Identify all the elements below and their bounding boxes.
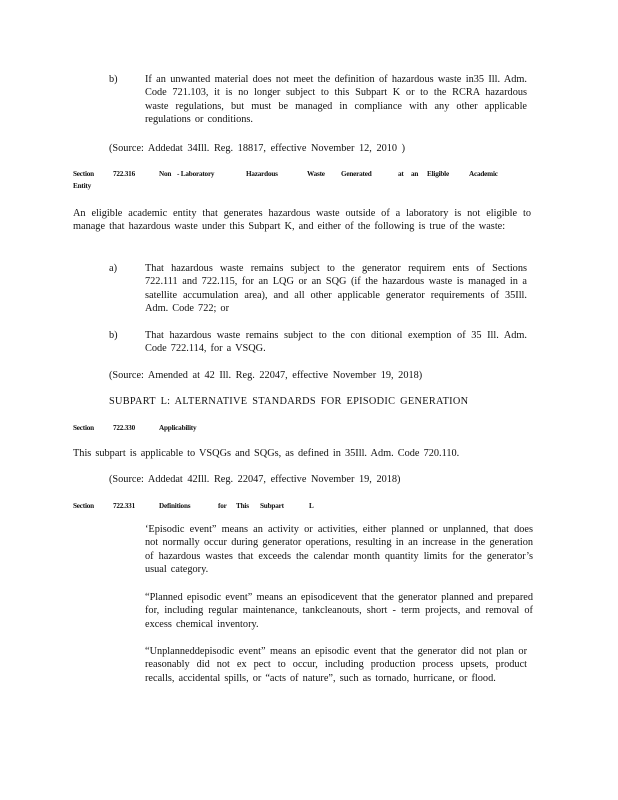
section-title-word: at	[398, 170, 404, 178]
section-title-word: Non	[159, 170, 172, 178]
list-marker-b: b)	[109, 330, 118, 341]
section-title-word: Hazardous	[246, 170, 278, 178]
definition-unplanned-episodic-event: “Unplanneddepisodic event” means an episodic event that the generator did not plan or reasonably did not ex pect to occur, including production process upsets, product recalls, accidental spills, or “acts of nature”, such as tornado, hurricane, or flood.	[145, 646, 527, 684]
section-title-word: for	[218, 502, 227, 510]
section-title-word: Eligible	[427, 170, 449, 178]
section-title-word: Definitions	[159, 502, 191, 510]
paragraph-b-conditional-exemption: That hazardous waste remains subject to the con ditional exemption of 35 Ill. Adm. Code 722.114, for a VSQG.	[145, 330, 527, 355]
subpart-heading: SUBPART L: ALTERNATIVE STANDARDS FOR EPISODIC GENERATION	[109, 396, 469, 407]
section-number: 722.331	[113, 502, 135, 510]
source-note: (Source: Addedat 42Ill. Reg. 22047, effective November 19, 2018)	[109, 474, 401, 485]
source-note: (Source: Addedat 34Ill. Reg. 18817, effective November 12, 2010 )	[109, 143, 406, 154]
section-number: 722.316	[113, 170, 135, 178]
paragraph-b-unwanted-material: If an unwanted material does not meet the definition of hazardous waste in35 Ill. Adm. Code 721.103, it is no longer subject to this Subpart K or to the RCRA hazardous waste regulations, but must be managed in compliance with any other applicable regulations or conditions.	[145, 74, 527, 126]
section-label: Section	[73, 424, 94, 432]
section-title-word: Subpart	[260, 502, 284, 510]
section-title: Applicability	[159, 424, 197, 432]
section-heading-722-316	[73, 169, 523, 191]
section-title-word: L	[309, 502, 314, 510]
paragraph-section-330: This subpart is applicable to VSQGs and SQGs, as defined in 35Ill. Adm. Code 720.110.	[73, 448, 460, 459]
section-title-word: - Laboratory	[177, 170, 215, 178]
section-heading-722-331	[73, 501, 373, 512]
section-label: Section	[73, 502, 94, 510]
section-heading-722-330	[73, 423, 273, 434]
definition-episodic-event: ‘Episodic event” means an activity or activities, either planned or unplanned, that does not normally occur during generator operations, resulting in an increase in the generation of hazardous wastes that exceeds the calendar month quantity limits for the generator’s usual category.	[145, 524, 533, 576]
section-title-word: Academic	[469, 170, 498, 178]
list-marker-b: b)	[109, 74, 118, 85]
section-label: Section	[73, 170, 94, 178]
section-title-word: an	[411, 170, 419, 178]
section-title-word: Waste	[307, 170, 325, 178]
section-number: 722.330	[113, 424, 135, 432]
section-title-word: Generated	[341, 170, 372, 178]
paragraph-a-generator-requirements: That hazardous waste remains subject to the generator requirem ents of Sections 722.111 and 722.115, for an LQG or an SQG (if the hazardous waste is managed in a satellite accumulation area), and all other applicable generator requirements of 35Ill. Adm. Code 722; or	[145, 263, 527, 315]
paragraph-section-316-intro: An eligible academic entity that generates hazardous waste outside of a laboratory is not eligible to manage that hazardous waste under this Subpart K, and either of the following is true of the waste:	[73, 208, 531, 233]
list-marker-a: a)	[109, 263, 117, 274]
section-title-word: This	[236, 502, 249, 510]
source-note: (Source: Amended at 42 Ill. Reg. 22047, effective November 19, 2018)	[109, 370, 423, 381]
definition-planned-episodic-event: “Planned episodic event” means an episodicevent that the generator planned and prepared for, including regular maintenance, tankcleanouts, short - term projects, and removal of excess chemical inventory.	[145, 592, 533, 630]
section-title-word: Entity	[73, 182, 91, 190]
